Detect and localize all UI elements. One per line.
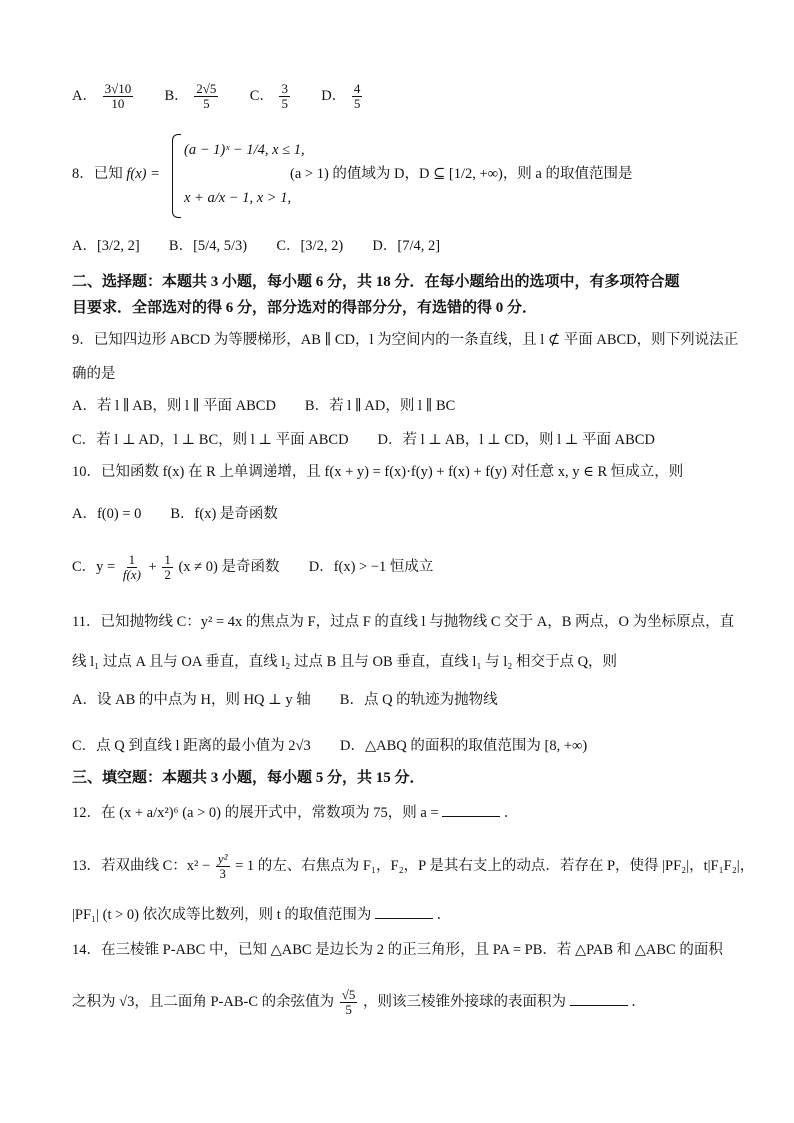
q8-option-b: B．[5/4, 5/3) — [168, 238, 248, 254]
q8-func: f(x) = — [126, 166, 160, 182]
q7-options — [72, 82, 364, 112]
q9-options-ab: A．若 l ∥ AB，则 l ∥ 平面 ABCD B．若 l ∥ AD，则 l ∥ BC — [72, 398, 456, 414]
q14-frac: $\frac{√5}{5}$ — [341, 987, 356, 1018]
q8-option-d: D．[7/4, 2] — [372, 238, 441, 254]
q11-stem-line1: 11．已知抛物线 C：y² = 4x 的焦点为 F，过点 F 的直线 l 与抛物线 C 交于 A，B 两点，O 为坐标原点，直 — [72, 614, 735, 630]
q8-prefix-line — [72, 164, 160, 184]
q9-stem-line1: 9．已知四边形 ABCD 为等腰梯形，AB ∥ CD，l 为空间内的一条直线，且 l ⊄ 平面 ABCD，则下列说法正 — [72, 332, 739, 348]
q11-option-c: C．点 Q 到直线 l 距离的最小值为 2√3 — [72, 738, 311, 754]
q14-line2-mid: ，则该三棱锥外接球的表面积为 — [363, 994, 567, 1011]
q8-options — [72, 236, 440, 256]
q11-stem-line2: 线 l₁ 过点 A 且与 OA 垂直，直线 l₂ 过点 B 且与 OB 垂直，直线 l₁ 与 l₂ 相交于点 Q，则 — [72, 654, 618, 670]
q7-option-d: $\frac{4}{5}$ — [353, 81, 361, 112]
q13-line2-suffix: ． — [436, 907, 452, 923]
q7-option-b-letter: B． — [164, 88, 189, 105]
q8-prefix: 8．已知 — [72, 166, 123, 182]
q7-option-a-letter: A． — [72, 88, 97, 105]
q10-option-d: D．f(x) > −1 恒成立 — [308, 559, 434, 576]
q10-stem: 10．已知函数 f(x) 在 R 上单调递增，且 f(x + y) = f(x)·f(y) + f(x) + f(y) 对任意 x, y ∈ R 恒成立，则 — [72, 464, 684, 480]
q12-text: 12．在 (x + a/x²)⁶ (a > 0) 的展开式中，常数项为 75，则 a = — [72, 805, 439, 821]
q7-option-c-letter: C． — [249, 88, 274, 105]
q13-prefix: 13．若双曲线 C：x² − — [72, 858, 211, 875]
q14-stem-line2 — [72, 988, 646, 1018]
q13-answer-blank[interactable] — [375, 904, 433, 919]
q10-options-cd — [72, 553, 433, 583]
q8-option-c: C．[3/2, 2) — [276, 238, 344, 254]
q13-line2-text: |PF₁| (t > 0) 依次成等比数列，则 t 的取值范围为 — [72, 907, 372, 923]
q13-rest: = 1 的左、右焦点为 F₁，F₂，P 是其右支上的动点．若存在 P，使得 |PF₂|，t|F₁F₂|， — [235, 858, 755, 875]
q8-case2: x + a/x − 1, x > 1, — [184, 190, 292, 206]
section2-heading-line1: 二、选择题：本题共 3 小题，每小题 6 分，共 18 分．在每小题给出的选项中，有多项符合题 — [72, 274, 680, 290]
q10-option-c-prefix: C．y = — [72, 559, 116, 576]
q13-frac: $\frac{\text{y²}}{3}$ — [217, 851, 228, 882]
q9-options-cd: C．若 l ⊥ AD，l ⊥ BC，则 l ⊥ 平面 ABCD D．若 l ⊥ AB，l ⊥ CD，则 l ⊥ 平面 ABCD — [72, 432, 655, 448]
q7-option-c: $\frac{3}{5}$ — [281, 81, 288, 112]
q8-case1: (a − 1)ˣ − 1/4, x ≤ 1, — [184, 142, 305, 158]
q14-line2-suffix: ． — [631, 994, 646, 1011]
q11-options-cd — [72, 736, 587, 756]
section2-heading-line2: 目要求．全部选对的得 6 分，部分选对的得部分分，有选错的得 0 分． — [72, 300, 538, 316]
q9-stem-line2: 确的是 — [72, 366, 116, 382]
q7-option-d-letter: D． — [321, 88, 347, 105]
q14-stem-line1: 14．在三棱锥 P-ABC 中，已知 △ABC 是边长为 2 的正三角形，且 PA = PB．若 △PAB 和 △ABC 的面积 — [72, 942, 723, 958]
q8-brace — [172, 134, 181, 218]
q10-option-c-frac2: $\frac{1}{2}$ — [164, 552, 171, 583]
q14-line2-text: 之积为 √3，且二面角 P-AB-C 的余弦值为 — [72, 994, 335, 1011]
q12-stem — [72, 802, 518, 823]
q7-option-a: $\frac{3√10}{10}$ — [104, 81, 132, 112]
q10-options-ab: A．f(0) = 0 B．f(x) 是奇函数 — [72, 506, 278, 522]
q12-suffix: ． — [503, 805, 519, 821]
q7-option-b: $\frac{2√5}{5}$ — [196, 81, 217, 112]
q13-stem-line1 — [72, 852, 754, 882]
q11-option-d: D．△ABQ 的面积的取值范围为 [8, +∞) — [340, 738, 588, 754]
q8-option-a: A．[3/2, 2] — [72, 238, 140, 254]
q14-answer-blank[interactable] — [570, 991, 628, 1006]
q8-body: (a > 1) 的值域为 D，D ⊆ [1/2, +∞)，则 a 的取值范围是 — [290, 166, 633, 182]
q10-option-c-plus: + — [148, 559, 157, 576]
q11-options-ab: A．设 AB 的中点为 H，则 HQ ⊥ y 轴 B．点 Q 的轨迹为抛物线 — [72, 692, 498, 708]
q13-stem-line2 — [72, 904, 451, 925]
section3-heading: 三、填空题：本题共 3 小题，每小题 5 分，共 15 分． — [72, 770, 425, 786]
q10-option-c-frac1: $\frac{1}{f(x)}$ — [122, 552, 141, 583]
q12-answer-blank[interactable] — [442, 802, 500, 817]
q10-option-c-suffix: (x ≠ 0) 是奇函数 — [178, 559, 280, 576]
